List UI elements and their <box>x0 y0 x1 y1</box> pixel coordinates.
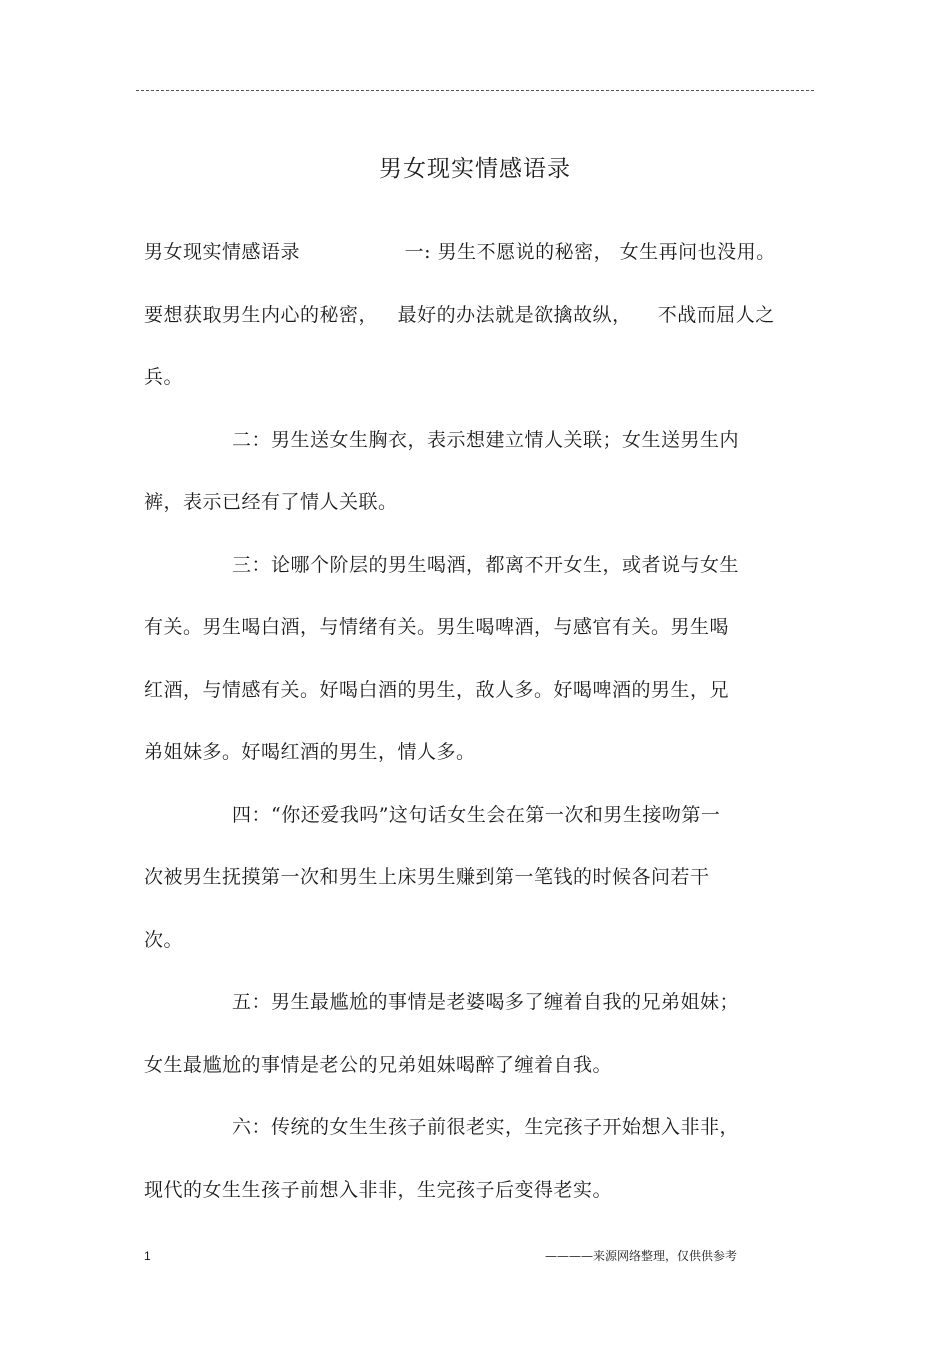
footer-source-note: ————来源网络整理，仅供供参考 <box>545 1249 738 1263</box>
body-line: 裤，表示已经有了情人关联。 <box>144 491 398 513</box>
document-body <box>144 232 809 1232</box>
document-title: 男女现实情感语录 <box>379 156 571 182</box>
body-line: 四：“你还爱我吗”这句话女生会在第一次和男生接吻第一 <box>232 803 721 826</box>
body-line: 男女现实情感语录 一: 男生不愿说的秘密， 女生再问也没用。 <box>144 241 776 263</box>
body-line: 五：男生最尴尬的事情是老婆喝多了缠着自我的兄弟姐妹； <box>232 991 740 1013</box>
body-line: 三：论哪个阶层的男生喝酒，都离不开女生，或者说与女生 <box>232 553 740 576</box>
body-line: 要想获取男生内心的秘密， 最好的办法就是欲擒故纵， 不战而屈人之 <box>144 303 775 326</box>
body-line: 有关。男生喝白酒，与情绪有关。男生喝啤酒，与感官有关。男生喝 <box>144 616 730 638</box>
body-line: 六：传统的女生生孩子前很老实，生完孩子开始想入非非， <box>232 1116 740 1138</box>
page-number: 1 <box>144 1249 151 1263</box>
body-line: 弟姐妹多。好喝红酒的男生，情人多。 <box>144 741 476 763</box>
header-dashed-rule <box>136 90 814 91</box>
body-line: 兵。 <box>144 366 184 388</box>
body-line: 现代的女生生孩子前想入非非，生完孩子后变得老实。 <box>144 1178 613 1201</box>
body-line: 女生最尴尬的事情是老公的兄弟姐妹喝醉了缠着自我。 <box>144 1053 613 1076</box>
body-line: 红酒，与情感有关。好喝白酒的男生，敌人多。好喝啤酒的男生，兄 <box>144 678 730 701</box>
body-line: 二：男生送女生胸衣，表示想建立情人关联；女生送男生内 <box>232 428 740 451</box>
body-line: 次被男生抚摸第一次和男生上床男生赚到第一笔钱的时候各问若干 <box>144 866 710 888</box>
body-line: 次。 <box>144 928 184 951</box>
